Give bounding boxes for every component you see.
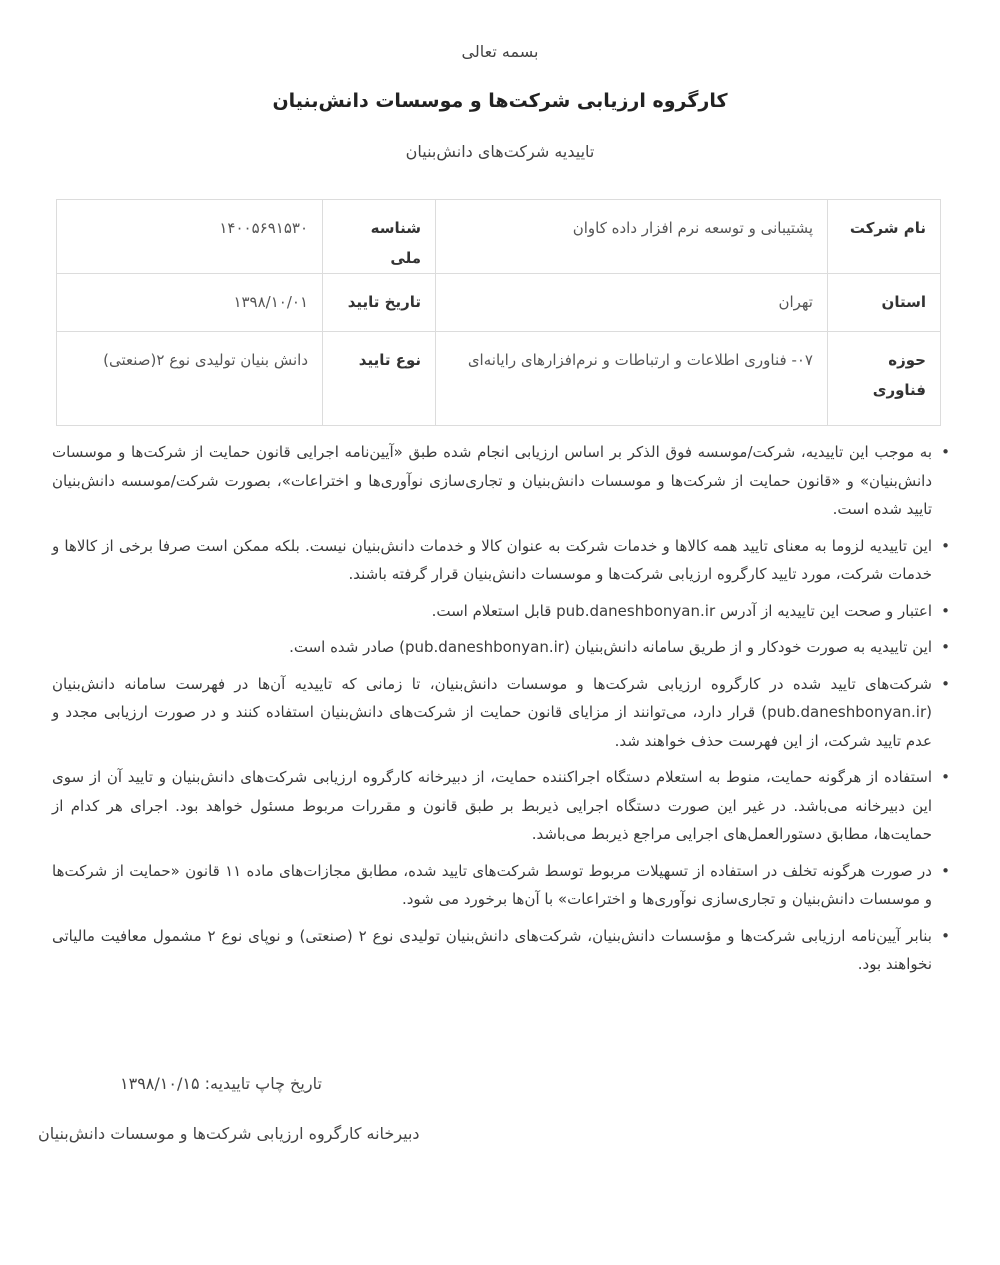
approval-type-label: نوع تایید [323, 332, 436, 426]
list-item: • به موجب این تاییدیه، شرکت/موسسه فوق الذکر بر اساس ارزیابی انجام شده طبق «آیین‌نامه اجرایی قانون حمایت از شرکت‌ها و موسسات دانش‌بنیان» و «قانون حمایت از شرکت‌ها و موسسات دانش‌بنیان و تجاری‌سازی نوآوری‌ها و اختراعات»، بصورت شرکت/موسسه دانش‌بنیان تایید شده است. [52, 438, 932, 524]
national-id-label: شناسه ملی [323, 200, 436, 274]
approval-date-value: ۱۳۹۸/۱۰/۰۱ [57, 274, 323, 332]
list-item: • این تاییدیه به صورت خودکار و از طریق سامانه دانش‌بنیان (pub.daneshbonyan.ir) صادر شده است. [52, 633, 932, 662]
province-label: استان [828, 274, 941, 332]
company-info-table [56, 199, 941, 426]
page-title: کارگروه ارزیابی شرکت‌ها و موسسات دانش‌بنیان [272, 90, 728, 112]
print-date-value: ۱۳۹۸/۱۰/۱۵ [120, 1074, 200, 1093]
bismillah-heading: بسمه تعالی [461, 42, 539, 61]
list-item: • این تاییدیه لزوما به معنای تایید همه کالاها و خدمات شرکت به عنوان کالا و خدمات دانش‌بنیان نیست. بلکه ممکن است صرفا برخی از کالاها و خدمات شرکت، مورد تایید کارگروه ارزیابی شرکت‌ها و موسسات دانش‌بنیان قرار گرفته باشند. [52, 532, 932, 589]
list-item: • شرکت‌های تایید شده در کارگروه ارزیابی شرکت‌ها و موسسات دانش‌بنیان، تا زمانی که تاییدیه آن‌ها در فهرست سامانه دانش‌بنیان (pub.daneshbonyan.ir) قرار دارد، می‌توانند از مزایای قانون حمایت از شرکت‌های دانش‌بنیان استفاده کنند و در صورت ارزیابی مجدد و عدم تایید شرکت، از این فهرست حذف خواهند شد. [52, 670, 932, 756]
notes-list [52, 438, 932, 987]
list-item: • استفاده از هرگونه حمایت، منوط به استعلام دستگاه اجراکننده حمایت، از دبیرخانه کارگروه ارزیابی شرکت‌های دانش‌بنیان و تایید آن از سوی این دبیرخانه می‌باشد. در غیر این صورت دستگاه اجرایی ذیربط بر طبق قانون و مقررات مربوط مسئول خواهد بود. اجرای هر کدام از حمایت‌ها، مطابق دستورالعمل‌های اجرایی مراجع ذیربط می‌باشد. [52, 763, 932, 849]
approval-date-label: تاریخ تایید [323, 274, 436, 332]
print-date [120, 1074, 620, 1093]
approval-type-value: دانش بنیان تولیدی نوع ۲(صنعتی) [57, 332, 323, 426]
list-item: • اعتبار و صحت این تاییدیه از آدرس pub.daneshbonyan.ir قابل استعلام است. [52, 597, 932, 626]
page-subtitle: تاییدیه شرکت‌های دانش‌بنیان [405, 142, 595, 161]
tech-field-value: ۰۷- فناوری اطلاعات و ارتباطات و نرم‌افزارهای رایانه‌ای [436, 332, 828, 426]
print-date-label: تاریخ چاپ تاییدیه: [204, 1074, 322, 1093]
tech-field-label: حوزه فناوری [828, 332, 941, 426]
table-row [57, 332, 941, 426]
table-row [57, 274, 941, 332]
company-name-value: پشتیبانی و توسعه نرم افزار داده کاوان [436, 200, 828, 274]
secretariat-signature: دبیرخانه کارگروه ارزیابی شرکت‌ها و موسسات دانش‌بنیان [38, 1124, 420, 1143]
company-name-label: نام شرکت [828, 200, 941, 274]
table-row [57, 200, 941, 274]
list-item: • در صورت هرگونه تخلف در استفاده از تسهیلات مربوط توسط شرکت‌های تایید شده، مطابق مجازات‌های ماده ۱۱ قانون «حمایت از شرکت‌ها و موسسات دانش‌بنیان و تجاری‌سازی نوآوری‌ها و اختراعات» با آن‌ها برخورد می شود. [52, 857, 932, 914]
list-item: • بنابر آیین‌نامه ارزیابی شرکت‌ها و مؤسسات دانش‌بنیان، شرکت‌های دانش‌بنیان تولیدی نوع ۲ (صنعتی) و نوپای نوع ۲ مشمول معافیت مالیاتی نخواهند بود. [52, 922, 932, 979]
province-value: تهران [436, 274, 828, 332]
national-id-value: ۱۴۰۰۵۶۹۱۵۳۰ [57, 200, 323, 274]
